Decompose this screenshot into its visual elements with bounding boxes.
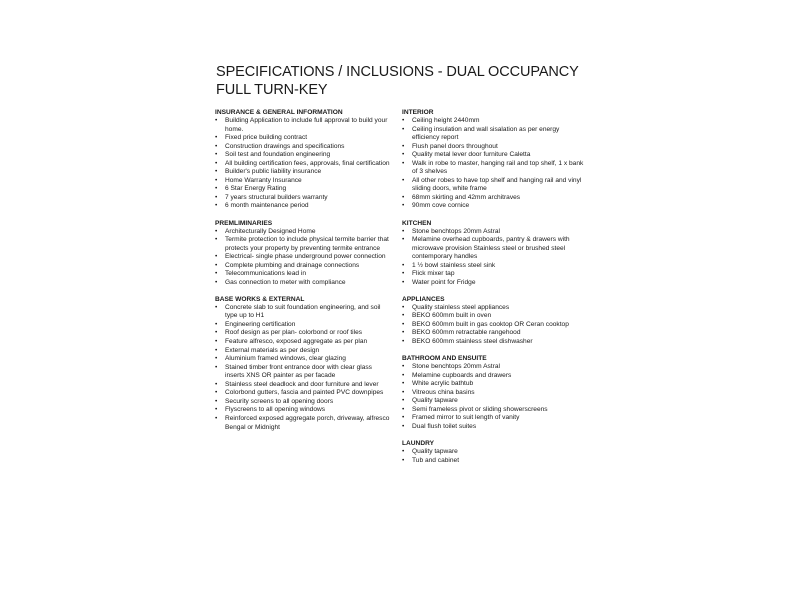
list-item: • 7 years structural builders warranty — [215, 194, 390, 203]
list-item: • Colorbond gutters, fascia and painted PVC downpipes — [215, 389, 390, 398]
list-item: • Roof design as per plan- colorbond or roof tiles — [215, 329, 390, 338]
list-item: • Stone benchtops 20mm Astral — [402, 363, 585, 372]
list-item: • Complete plumbing and drainage connections — [215, 262, 390, 271]
spec-list — [215, 117, 390, 211]
section-heading: BASE WORKS & EXTERNAL — [215, 295, 305, 303]
section-heading: BATHROOM AND ENSUITE — [402, 355, 487, 363]
list-item: • 6 month maintenance period — [215, 202, 390, 211]
list-item: • Reinforced exposed aggregate porch, driveway, alfresco Bengal or Midnight — [215, 415, 390, 432]
list-item: • Quality stainless steel appliances — [402, 304, 585, 313]
list-item: • Builder's public liability insurance — [215, 168, 390, 177]
list-item: • Tub and cabinet — [402, 457, 585, 466]
list-item: • Aluminium framed windows, clear glazing — [215, 355, 390, 364]
list-item: • Vitreous china basins — [402, 389, 585, 398]
list-item: • Telecommunications lead in — [215, 270, 390, 279]
list-item: • Flush panel doors throughout — [402, 143, 585, 152]
spec-list — [402, 448, 585, 465]
spec-list — [215, 304, 390, 432]
list-item: • Melamine overhead cupboards, pantry & drawers with microwave provision Stainless steel or brushed steel contemporary handles — [402, 236, 585, 262]
list-item: • Flyscreens to all opening windows — [215, 406, 390, 415]
section-heading: KITCHEN — [402, 219, 432, 227]
list-item: • Quality metal lever door furniture Caletta — [402, 151, 585, 160]
list-item: • 6 Star Energy Rating — [215, 185, 390, 194]
spec-list — [402, 228, 585, 288]
list-item: • Architecturally Designed Home — [215, 228, 390, 237]
section-appliances — [402, 295, 585, 347]
section-heading: INSURANCE & GENERAL INFORMATION — [215, 109, 343, 116]
section-heading: INTERIOR — [402, 109, 434, 116]
list-item: • BEKO 600mm built in gas cooktop OR Ceran cooktop — [402, 321, 585, 330]
list-item: • Stained timber front entrance door with clear glass inserts XNS OR painter as per facade — [215, 364, 390, 381]
list-item: • BEKO 600mm built in oven — [402, 312, 585, 321]
section-insurance-general-information — [215, 108, 390, 211]
title-line-1: SPECIFICATIONS / INCLUSIONS - DUAL OCCUPANCY — [216, 64, 579, 80]
list-item: • BEKO 600mm retractable rangehood — [402, 329, 585, 338]
list-item: • 1 ½ bowl stainless steel sink — [402, 262, 585, 271]
list-item: • Framed mirror to suit length of vanity — [402, 414, 585, 423]
section-heading: APPLIANCES — [402, 295, 445, 303]
list-item: • BEKO 600mm stainless steel dishwasher — [402, 338, 585, 347]
list-item: • Walk in robe to master, hanging rail and top shelf, 1 x bank of 3 shelves — [402, 160, 585, 177]
list-item: • Semi frameless pivot or sliding showerscreens — [402, 406, 585, 415]
section-premliminaries — [215, 219, 390, 288]
section-heading: PREMLIMINARIES — [215, 219, 273, 227]
list-item: • 90mm cove cornice — [402, 202, 585, 211]
list-item: • Ceiling height 2440mm — [402, 117, 585, 126]
spec-list — [402, 363, 585, 431]
document-title — [216, 63, 776, 99]
section-interior — [402, 108, 585, 211]
list-item: • Feature alfresco, exposed aggregate as per plan — [215, 338, 390, 347]
section-base-works-external — [215, 295, 390, 432]
list-item: • Home Warranty Insurance — [215, 177, 390, 186]
spec-list — [402, 304, 585, 347]
list-item: • Termite protection to include physical termite barrier that protects your property by preventing termite entrance — [215, 236, 390, 253]
list-item: • All building certification fees, approvals, final certification — [215, 160, 390, 169]
list-item: • Quality tapware — [402, 397, 585, 406]
list-item: • External materials as per design — [215, 347, 390, 356]
list-item: • Fixed price building contract — [215, 134, 390, 143]
list-item: • Electrical- single phase underground power connection — [215, 253, 390, 262]
list-item: • Melamine cupboards and drawers — [402, 372, 585, 381]
list-item: • Stainless steel deadlock and door furniture and lever — [215, 381, 390, 390]
list-item: • All other robes to have top shelf and hanging rail and vinyl sliding doors, white frame — [402, 177, 585, 194]
left-column — [215, 108, 390, 440]
section-heading: LAUNDRY — [402, 439, 434, 447]
list-item: • Concrete slab to suit foundation engineering, and soil type up to H1 — [215, 304, 390, 321]
list-item: • 68mm skirting and 42mm architraves — [402, 194, 585, 203]
list-item: • Water point for Fridge — [402, 279, 585, 288]
list-item: • Flick mixer tap — [402, 270, 585, 279]
list-item: • Gas connection to meter with compliance — [215, 279, 390, 288]
list-item: • Ceiling insulation and wall sisalation as per energy efficiency report — [402, 126, 585, 143]
list-item: • Dual flush toilet suites — [402, 423, 585, 432]
list-item: • Construction drawings and specifications — [215, 143, 390, 152]
title-line-2: FULL TURN-KEY — [216, 82, 328, 98]
section-bathroom-and-ensuite — [402, 354, 585, 431]
list-item: • Quality tapware — [402, 448, 585, 457]
list-item: • Soil test and foundation engineering — [215, 151, 390, 160]
section-laundry — [402, 439, 585, 465]
list-item: • White acrylic bathtub — [402, 380, 585, 389]
list-item: • Engineering certification — [215, 321, 390, 330]
list-item: • Stone benchtops 20mm Astral — [402, 228, 585, 237]
list-item: • Security screens to all opening doors — [215, 398, 390, 407]
spec-list — [402, 117, 585, 211]
spec-list — [215, 228, 390, 288]
right-column — [402, 108, 585, 473]
section-kitchen — [402, 219, 585, 288]
list-item: • Building Application to include full approval to build your home. — [215, 117, 390, 134]
